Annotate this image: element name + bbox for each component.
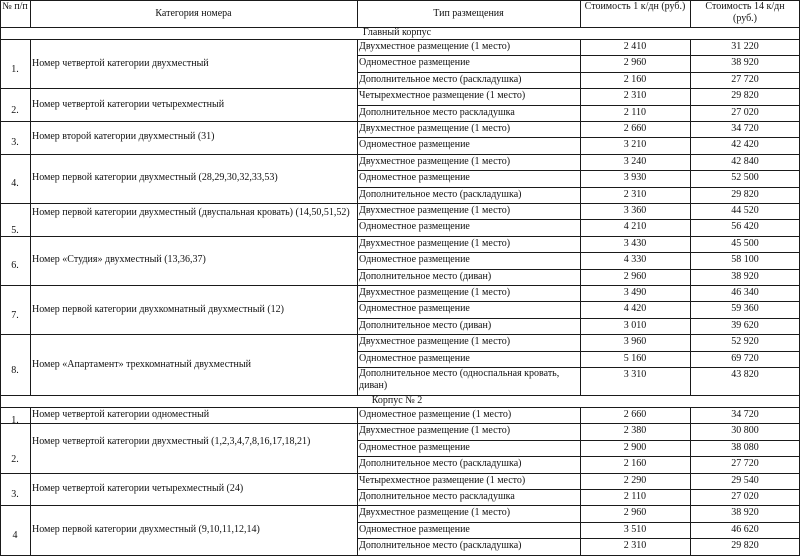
price-14-days: 44 520	[731, 205, 759, 216]
price-14-days: 58 100	[731, 254, 759, 266]
price-14-days: 34 720	[731, 409, 759, 420]
accommodation-type: Дополнительное место (раскладушка)	[359, 458, 522, 470]
price-1-day: 3 360	[623, 205, 647, 216]
accommodation-type: Одноместное размещение	[359, 254, 470, 266]
accommodation-type: Одноместное размещение (1 место)	[359, 409, 512, 420]
grid-line	[580, 39, 581, 395]
price-1-day: 4 330	[623, 254, 647, 266]
price-1-day: 2 660	[623, 123, 647, 134]
accommodation-type: Дополнительное место (раскладушка)	[359, 188, 522, 200]
row-number: 1.	[11, 415, 19, 427]
accommodation-type: Дополнительное место раскладушка	[359, 491, 515, 502]
price-14-days: 31 220	[731, 41, 759, 52]
grid-line	[357, 219, 800, 220]
price-14-days: 29 540	[731, 474, 759, 486]
price-1-day: 3 490	[623, 287, 647, 298]
price-1-day: 2 110	[623, 106, 647, 118]
accommodation-type: Дополнительное место (раскладушка)	[359, 73, 522, 85]
section-title: Корпус № 2	[371, 395, 423, 406]
row-number: 3.	[11, 489, 19, 500]
room-category: Номер первой категории двухкомнатный двухместный (12)	[32, 303, 284, 315]
accommodation-type: Одноместное размещение	[359, 303, 470, 315]
price-14-days: 59 360	[731, 303, 759, 315]
grid-line	[30, 407, 31, 555]
price-14-days: 42 840	[731, 155, 759, 167]
price-1-day: 2 410	[623, 41, 647, 52]
price-14-days: 42 420	[731, 139, 759, 151]
row-number: 1.	[11, 63, 19, 75]
grid-line	[0, 39, 800, 40]
grid-line	[0, 236, 800, 237]
room-category: Номер четвертой категории одноместный	[32, 409, 210, 421]
grid-line	[0, 505, 800, 506]
price-14-days: 69 720	[731, 352, 759, 364]
price-1-day: 2 290	[623, 474, 647, 486]
grid-line	[357, 39, 358, 395]
price-1-day: 2 660	[623, 409, 647, 420]
grid-line	[357, 522, 800, 523]
room-category: Номер «Студия» двухместный (13,36,37)	[32, 254, 206, 266]
accommodation-type: Двухместное размещение (1 место)	[359, 123, 511, 134]
header-category: Категория номера	[155, 8, 232, 19]
accommodation-type: Одноместное размещение	[359, 523, 470, 535]
accommodation-type: Двухместное размещение (1 место)	[359, 336, 511, 348]
price-1-day: 4 420	[623, 303, 647, 315]
price-14-days: 38 080	[731, 441, 759, 453]
room-category: Номер первой категории двухместный (28,29,30,32,33,53)	[32, 172, 278, 184]
row-number: 4	[12, 530, 18, 541]
grid-line	[357, 301, 800, 302]
grid-line	[690, 0, 691, 27]
price-14-days: 29 820	[731, 188, 759, 200]
accommodation-type: Дополнительное место (диван)	[359, 319, 492, 331]
grid-line	[690, 407, 691, 555]
accommodation-type: Одноместное размещение	[359, 352, 470, 364]
grid-line	[0, 88, 800, 89]
price-14-days: 27 020	[731, 491, 759, 502]
price-1-day: 3 240	[623, 155, 647, 167]
grid-line	[357, 407, 358, 555]
price-14-days: 30 800	[731, 425, 759, 437]
grid-line	[690, 39, 691, 395]
grid-line	[357, 489, 800, 490]
accommodation-type: Двухместное размещение (1 место)	[359, 155, 511, 167]
grid-line	[0, 473, 800, 474]
price-1-day: 2 960	[623, 270, 647, 282]
accommodation-type: Четырехместное размещение (1 место)	[359, 474, 526, 486]
price-14-days: 38 920	[731, 57, 759, 69]
row-number: 3.	[11, 137, 19, 149]
accommodation-type: Двухместное размещение (1 место)	[359, 205, 511, 216]
row-number: 7.	[11, 309, 19, 321]
grid-line	[0, 407, 800, 408]
header-type: Тип размещения	[433, 8, 504, 19]
grid-line	[357, 105, 800, 106]
price-1-day: 3 210	[623, 139, 647, 151]
price-1-day: 2 310	[623, 90, 647, 102]
price-14-days: 52 920	[731, 336, 759, 348]
price-1-day: 5 160	[623, 352, 647, 364]
grid-line	[357, 252, 800, 253]
accommodation-type: Одноместное размещение	[359, 57, 470, 69]
price-14-days: 52 500	[731, 172, 759, 184]
accommodation-type: Одноместное размещение	[359, 139, 470, 151]
accommodation-type: Дополнительное место (раскладушка)	[359, 540, 522, 552]
room-category: Номер четвертой категории двухместный (1,2,3,4,7,8,16,17,18,21)	[32, 436, 311, 447]
grid-line	[30, 39, 31, 395]
price-1-day: 2 110	[623, 491, 647, 502]
price-1-day: 3 930	[623, 172, 647, 184]
room-category: Номер первой категории двухместный (9,10,11,12,14)	[32, 524, 260, 535]
price-1-day: 3 010	[623, 319, 647, 331]
price-14-days: 45 500	[731, 237, 759, 249]
grid-line	[0, 154, 800, 155]
grid-line	[0, 203, 800, 204]
accommodation-type: Одноместное размещение	[359, 221, 470, 233]
room-category: Номер «Апартамент» трехкомнатный двухместный	[32, 358, 251, 370]
grid-line	[0, 285, 800, 286]
room-category: Номер четвертой категории четырехместный (24)	[32, 483, 244, 494]
grid-line	[0, 555, 800, 556]
accommodation-type: Дополнительное место (диван)	[359, 270, 492, 282]
price-1-day: 2 160	[623, 73, 647, 85]
price-14-days: 38 920	[731, 507, 759, 519]
grid-line	[357, 170, 800, 171]
header-price-14: Стоимость 14 к/дн (руб.)	[705, 1, 785, 24]
grid-line	[0, 121, 800, 122]
price-14-days: 29 820	[731, 90, 759, 102]
price-14-days: 34 720	[731, 123, 759, 134]
grid-line	[357, 269, 800, 270]
price-14-days: 27 720	[731, 73, 759, 85]
grid-line	[357, 72, 800, 73]
section-title: Главный корпус	[362, 27, 432, 38]
price-1-day: 2 310	[623, 540, 647, 552]
accommodation-type: Дополнительное место раскладушка	[359, 106, 515, 118]
grid-line	[0, 423, 800, 424]
room-category: Номер второй категории двухместный (31)	[32, 131, 215, 143]
accommodation-type: Двухместное размещение (1 место)	[359, 237, 511, 249]
room-category: Номер четвертой категории двухместный	[32, 57, 209, 69]
price-14-days: 27 720	[731, 458, 759, 470]
accommodation-type: Одноместное размещение	[359, 441, 470, 453]
price-1-day: 3 430	[623, 237, 647, 249]
price-14-days: 46 340	[731, 287, 759, 298]
price-1-day: 2 160	[623, 458, 647, 470]
grid-line	[357, 187, 800, 188]
grid-line	[0, 0, 800, 1]
grid-line	[357, 440, 800, 441]
row-number: 6.	[11, 260, 19, 272]
header-price-1: Стоимость 1 к/дн (руб.)	[584, 1, 686, 12]
price-14-days: 46 620	[731, 523, 759, 535]
grid-line	[357, 55, 800, 56]
price-14-days: 56 420	[731, 221, 759, 233]
header-num: № п/п	[2, 1, 28, 12]
price-1-day: 3 960	[623, 336, 647, 348]
room-category: Номер первой категории двухместный (двуспальная кровать) (14,50,51,52)	[32, 207, 350, 219]
room-category: Номер четвертой категории четырехместный	[32, 98, 225, 110]
accommodation-type: Двухместное размещение (1 место)	[359, 425, 511, 437]
grid-line	[357, 456, 800, 457]
grid-line	[357, 137, 800, 138]
accommodation-type: Двухместное размещение (1 место)	[359, 41, 511, 52]
grid-line	[0, 0, 1, 555]
price-14-days: 29 820	[731, 540, 759, 552]
accommodation-type: Двухместное размещение (1 место)	[359, 287, 511, 298]
grid-line	[580, 0, 581, 27]
grid-line	[357, 0, 358, 27]
price-1-day: 3 310	[623, 369, 647, 380]
price-14-days: 39 620	[731, 319, 759, 331]
row-number: 2.	[11, 454, 19, 465]
accommodation-type: Четырехместное размещение (1 место)	[359, 90, 526, 102]
price-1-day: 4 210	[623, 221, 647, 233]
price-14-days: 43 820	[731, 369, 759, 380]
price-1-day: 2 900	[623, 441, 647, 453]
grid-line	[357, 318, 800, 319]
price-1-day: 2 310	[623, 188, 647, 200]
price-1-day: 2 960	[623, 507, 647, 519]
row-number: 4.	[11, 178, 19, 190]
price-1-day: 2 960	[623, 57, 647, 69]
price-1-day: 3 510	[623, 523, 647, 535]
row-number: 8.	[11, 364, 19, 376]
grid-line	[0, 334, 800, 335]
row-number: 5.	[11, 225, 19, 237]
accommodation-type: Одноместное размещение	[359, 172, 470, 184]
price-14-days: 27 020	[731, 106, 759, 118]
grid-line	[357, 351, 800, 352]
accommodation-type: Дополнительное место (односпальная кровать, диван)	[359, 368, 560, 391]
accommodation-type: Двухместное размещение (1 место)	[359, 507, 511, 519]
grid-line	[30, 0, 31, 27]
row-number: 2.	[11, 104, 19, 116]
price-1-day: 2 380	[623, 425, 647, 437]
grid-line	[357, 538, 800, 539]
grid-line	[580, 407, 581, 555]
price-14-days: 38 920	[731, 270, 759, 282]
